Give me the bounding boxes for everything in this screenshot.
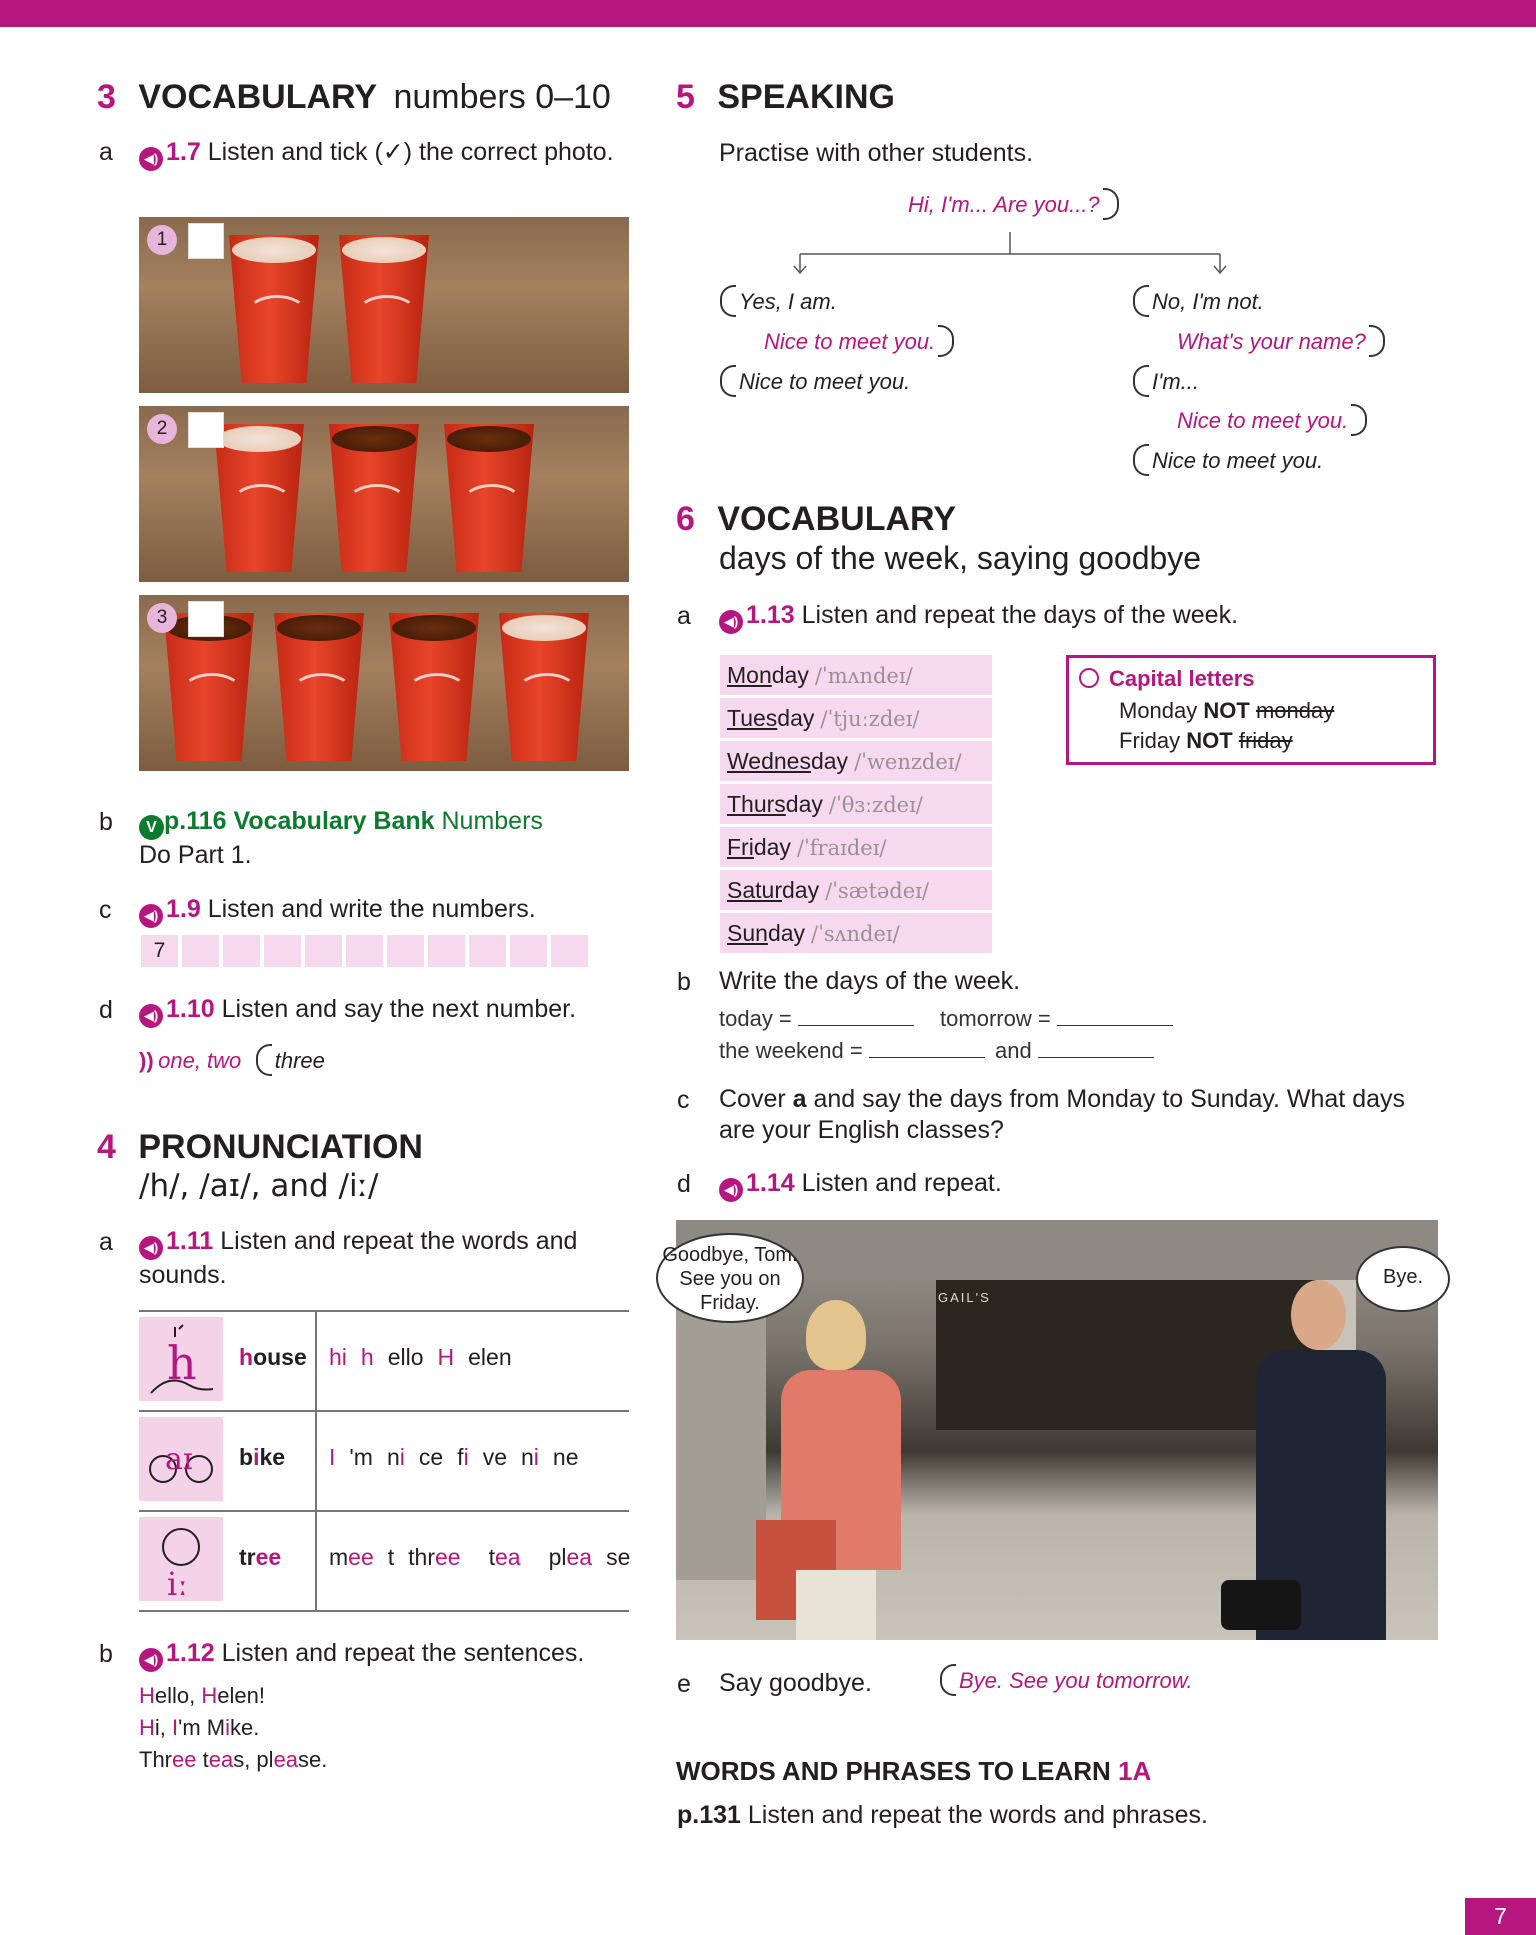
svg-text:iː: iː — [167, 1565, 189, 1601]
speech-bubble-right: Bye. — [1356, 1246, 1450, 1312]
dialogue-right-4: Nice to meet you. — [1177, 404, 1367, 436]
dialogue-branch-lines — [790, 230, 1230, 276]
vocabulary-bank-icon: V — [139, 815, 164, 840]
section-number: 6 — [676, 500, 695, 538]
section-subtitle: days of the week, saying goodbye — [719, 540, 1202, 576]
item-letter: a — [677, 602, 691, 630]
sentences-list — [139, 1680, 327, 1776]
item-letter: b — [677, 968, 691, 996]
day-row: Friday /ˈfraɪdeɪ/ — [720, 827, 992, 867]
svg-text:aɪ: aɪ — [165, 1442, 193, 1477]
day-row: Saturday /ˈsætədeɪ/ — [720, 870, 992, 910]
speaker-icon: ◀) — [139, 1648, 163, 1672]
item-letter: a — [99, 138, 113, 166]
item-letter: b — [99, 808, 113, 836]
words-phrases-heading: WORDS AND PHRASES TO LEARN 1A — [676, 1756, 1152, 1786]
speech-bracket-icon — [256, 1044, 272, 1076]
photo-option-3[interactable] — [139, 595, 629, 771]
answer-blank[interactable] — [798, 1007, 914, 1026]
audio-button[interactable]: ◀) 1.7 — [139, 138, 201, 166]
day-row: Monday /ˈmʌndeɪ/ — [720, 655, 992, 695]
section-title: PRONUNCIATION — [138, 1128, 423, 1166]
dialogue-right-2: What's your name? — [1177, 325, 1385, 357]
item-letter: c — [677, 1086, 690, 1114]
number-box[interactable] — [387, 935, 424, 967]
speaker-icon: ◀) — [139, 1004, 163, 1028]
photo-number: 1 — [147, 225, 177, 255]
answer-blank[interactable] — [1057, 1007, 1173, 1026]
instruction-4b: ◀) 1.12 Listen and repeat the sentences. — [139, 1638, 584, 1672]
table-row: iː tree mee t three tea plea se — [139, 1510, 629, 1612]
number-box[interactable] — [551, 935, 588, 967]
day-row: Wednesday /ˈwenzdeɪ/ — [720, 741, 992, 781]
top-color-bar — [0, 0, 1536, 27]
section-title: SPEAKING — [717, 78, 895, 116]
audio-button[interactable]: ◀) 1.14 — [719, 1169, 795, 1197]
speaker-icon: ◀) — [139, 904, 163, 928]
item-letter: e — [677, 1670, 691, 1698]
dialogue-right-5: Nice to meet you. — [1133, 444, 1323, 476]
audio-button[interactable]: ◀) 1.13 — [719, 601, 795, 629]
number-box: 7 — [141, 935, 178, 967]
section-title: VOCABULARY — [138, 78, 378, 116]
number-box[interactable] — [469, 935, 506, 967]
number-box[interactable] — [223, 935, 260, 967]
page-ref[interactable]: p.131 — [677, 1801, 741, 1829]
dialogue-right-3: I'm... — [1133, 365, 1199, 397]
audio-button[interactable]: ◀) 1.12 — [139, 1639, 215, 1667]
words-phrases-instruction: p.131 Listen and repeat the words and phrases. — [677, 1801, 1208, 1829]
magnifier-icon — [1079, 668, 1099, 688]
item-letter: b — [99, 1640, 113, 1668]
tick-box[interactable] — [188, 412, 224, 448]
section-5-heading — [676, 78, 895, 117]
section-6-heading — [676, 500, 956, 539]
photo-option-2[interactable] — [139, 406, 629, 582]
example-6e: Bye. See you tomorrow. — [940, 1664, 1193, 1696]
number-box[interactable] — [346, 935, 383, 967]
dialogue-left-1: Yes, I am. — [720, 285, 837, 317]
house-icon — [139, 1317, 223, 1401]
instruction-4a: ◀) 1.11 Listen and repeat the words and sounds. — [139, 1227, 578, 1289]
sentence: Hello, Helen! — [139, 1683, 265, 1708]
number-box[interactable] — [182, 935, 219, 967]
answer-blank[interactable] — [869, 1039, 985, 1058]
sentence: Hi, I'm Mike. — [139, 1715, 260, 1740]
instruction-6a: ◀) 1.13 Listen and repeat the days of the week. — [719, 600, 1238, 634]
audio-button[interactable]: ◀) 1.11 — [139, 1227, 213, 1255]
number-box[interactable] — [510, 935, 547, 967]
item-letter: c — [99, 896, 112, 924]
section-4-heading — [97, 1128, 423, 1167]
section-3-heading — [97, 78, 611, 117]
capital-letters-box: Capital letters Monday NOT monday Friday NOT friday — [1066, 655, 1436, 765]
section-subtitle: numbers 0–10 — [393, 78, 611, 116]
number-box[interactable] — [305, 935, 342, 967]
speaker-icon: ◀) — [139, 147, 163, 171]
sound-waves-icon: )) — [139, 1048, 154, 1073]
bike-icon — [139, 1417, 223, 1501]
pronunciation-table — [139, 1310, 629, 1612]
tree-icon — [139, 1517, 223, 1601]
instruction-3a: ◀) 1.7 Listen and tick (✓) the correct photo. — [139, 137, 619, 171]
example-3d: )) one, two three — [139, 1044, 325, 1076]
table-row: h house hi h ello H elen — [139, 1310, 629, 1410]
instruction-6d: ◀) 1.14 Listen and repeat. — [719, 1168, 1002, 1202]
day-row: Sunday /ˈsʌndeɪ/ — [720, 913, 992, 953]
item-letter: d — [677, 1170, 691, 1198]
section-title: VOCABULARY — [717, 500, 957, 538]
tick-box[interactable] — [188, 223, 224, 259]
speaker-icon: ◀) — [139, 1236, 163, 1260]
item-letter: a — [99, 1228, 113, 1256]
number-box[interactable] — [264, 935, 301, 967]
instruction-6e: Say goodbye. — [719, 1669, 872, 1697]
audio-button[interactable]: ◀) 1.10 — [139, 995, 215, 1023]
section-number: 5 — [676, 78, 695, 116]
speaker-icon: ◀) — [719, 1178, 743, 1202]
speech-bubble-left: Goodbye, Tom. See you on Friday. — [656, 1233, 804, 1323]
dialogue-right-1: No, I'm not. — [1133, 285, 1264, 317]
instruction-3b: V p.116 Vocabulary Bank Numbers Do Part 1. — [139, 807, 543, 869]
instruction-3c: ◀) 1.9 Listen and write the numbers. — [139, 894, 536, 928]
number-box[interactable] — [428, 935, 465, 967]
write-days-line-2: the weekend = and — [719, 1038, 1154, 1064]
day-row: Tuesday /ˈtjuːzdeɪ/ — [720, 698, 992, 738]
write-days-line-1: today = tomorrow = — [719, 1006, 1173, 1032]
photo-number: 2 — [147, 414, 177, 444]
dialogue-prompt: Hi, I'm... Are you...? — [908, 188, 1119, 220]
instruction-6b: Write the days of the week. — [719, 967, 1021, 995]
tick-box[interactable] — [188, 601, 224, 637]
dialogue-left-2: Nice to meet you. — [764, 325, 954, 357]
day-row: Thursday /ˈθɜːzdeɪ/ — [720, 784, 992, 824]
svg-text:h: h — [167, 1336, 197, 1390]
answer-blank[interactable] — [1038, 1039, 1154, 1058]
dialogue-left-3: Nice to meet you. — [720, 365, 910, 397]
photo-number: 3 — [147, 603, 177, 633]
section-subtitle: /h/, /aɪ/, and /iː/ — [139, 1168, 379, 1204]
photo-option-1[interactable] — [139, 217, 629, 393]
speaker-icon: ◀) — [719, 610, 743, 634]
section-number: 4 — [97, 1128, 116, 1166]
instruction-6c: Cover a and say the days from Monday to Sunday. What days are your English classes? — [719, 1085, 1406, 1144]
sentence: Three teas, please. — [139, 1747, 328, 1772]
section-number: 3 — [97, 78, 116, 116]
item-letter: d — [99, 996, 113, 1024]
page-ref[interactable]: p.116 — [164, 807, 227, 835]
instruction-3d: ◀) 1.10 Listen and say the next number. — [139, 994, 576, 1028]
audio-button[interactable]: ◀) 1.9 — [139, 895, 201, 923]
page-number: 7 — [1465, 1898, 1536, 1935]
table-row: aɪ bike I 'm ni ce fi ve ni ne — [139, 1410, 629, 1510]
instruction-5: Practise with other students. — [719, 139, 1034, 167]
shop-sign: GAIL'S — [938, 1290, 991, 1305]
